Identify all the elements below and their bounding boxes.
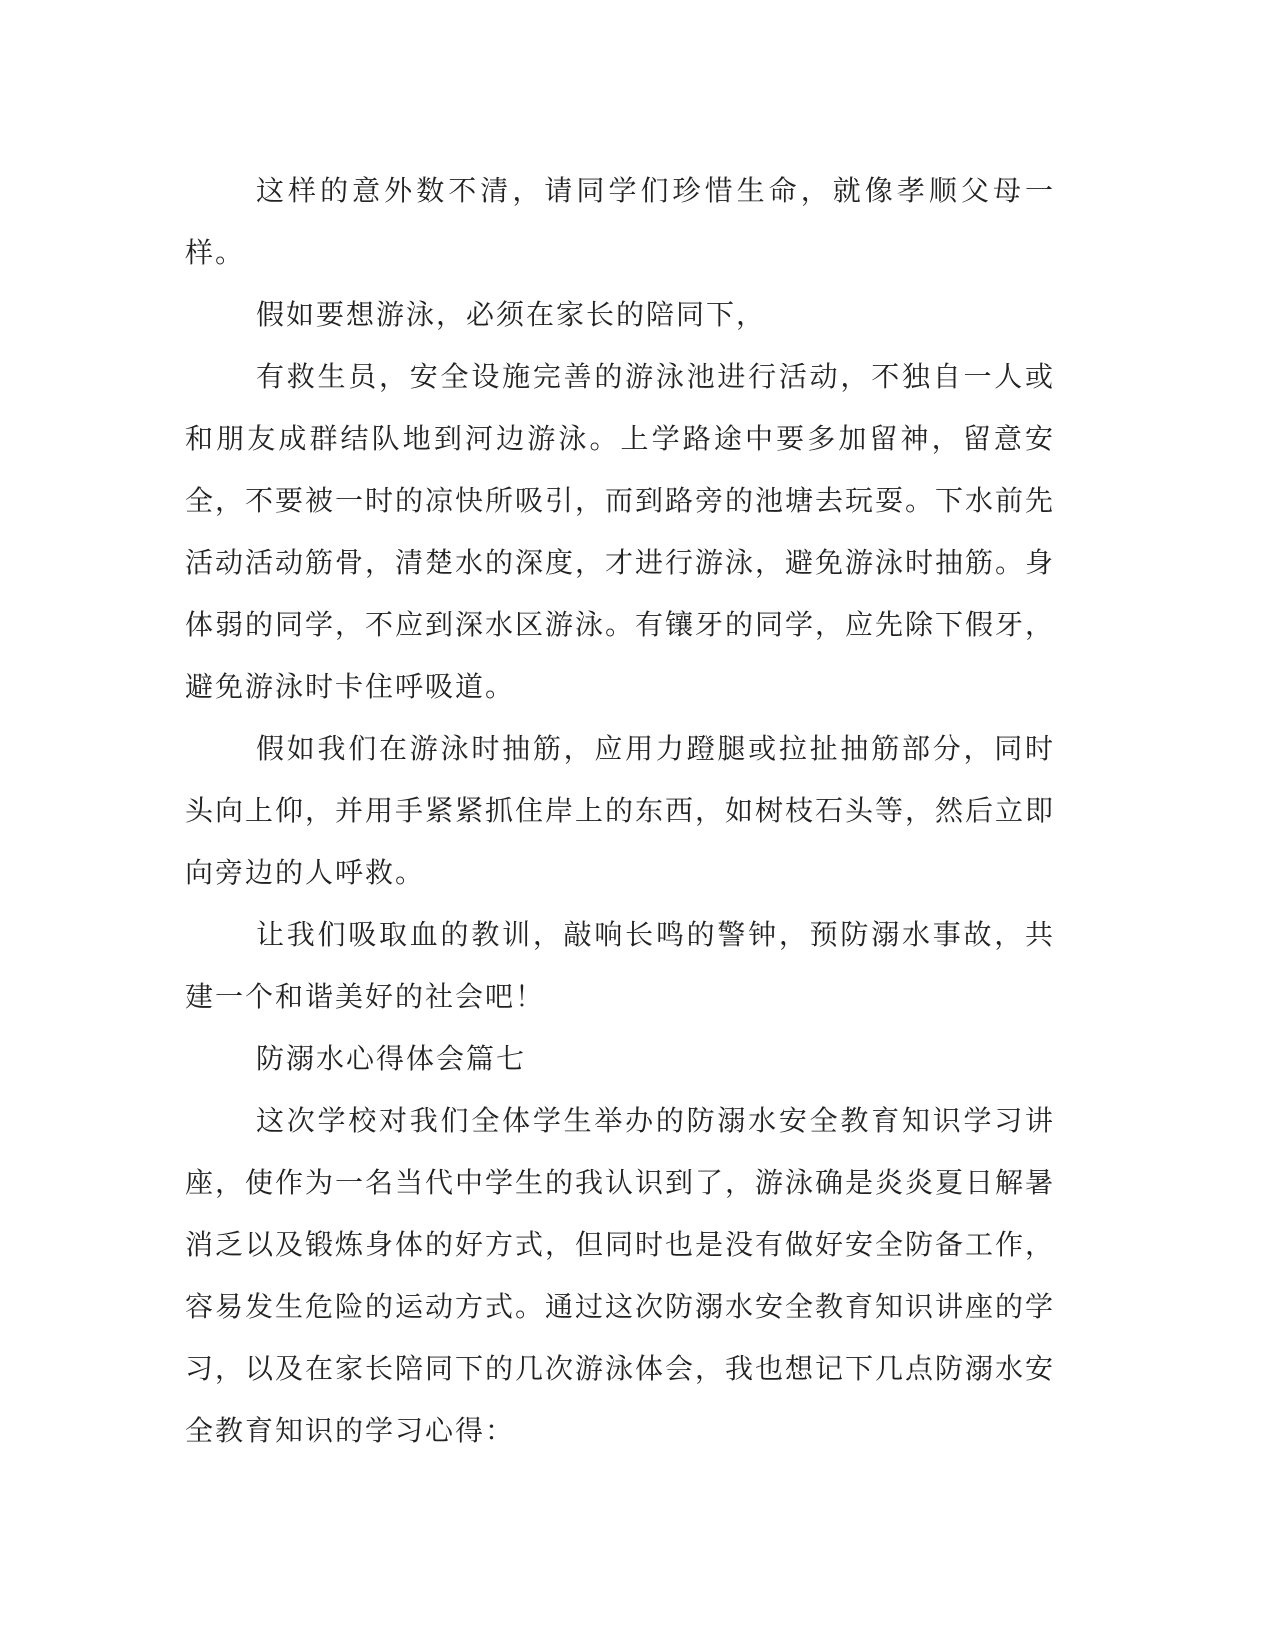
paragraph-cramp: 假如我们在游泳时抽筋，应用力蹬腿或拉扯抽筋部分，同时头向上仰，并用手紧紧抓住岸上的东西，如树枝石头等，然后立即向旁边的人呼救。 bbox=[185, 732, 1056, 889]
paragraph-accidents: 这样的意外数不清，请同学们珍惜生命，就像孝顺父母一样。 bbox=[185, 174, 1055, 269]
paragraph-lecture: 这次学校对我们全体学生举办的防溺水安全教育知识学习讲座，使作为一名当代中学生的我认识到了，游泳确是炎炎夏日解暑消乏以及锻炼身体的好方式，但同时也是没有做好安全防备工作，容易发生危险的运动方式。通过这次防溺水安全教育知识讲座的学习，以及在家长陪同下的几次游泳体会，我也想记下几点防溺水安全教育知识的学习心得： bbox=[185, 1104, 1056, 1447]
section-heading: 防溺水心得体会篇七 bbox=[256, 1042, 527, 1075]
paragraph-swim-with-parents: 假如要想游泳，必须在家长的陪同下， bbox=[256, 298, 767, 331]
document-body bbox=[185, 160, 1055, 1462]
paragraph-safe-pool: 有救生员，安全设施完善的游泳池进行活动，不独自一人或和朋友成群结队地到河边游泳。上学路途中要多加留神，留意安全，不要被一时的凉快所吸引，而到路旁的池塘去玩耍。下水前先活动活动筋骨，清楚水的深度，才进行游泳，避免游泳时抽筋。身体弱的同学，不应到深水区游泳。有镶牙的同学，应先除下假牙，避免游泳时卡住呼吸道。 bbox=[185, 360, 1056, 703]
paragraph-conclusion: 让我们吸取血的教训，敲响长鸣的警钟，预防溺水事故，共建一个和谐美好的社会吧！ bbox=[185, 918, 1055, 1013]
